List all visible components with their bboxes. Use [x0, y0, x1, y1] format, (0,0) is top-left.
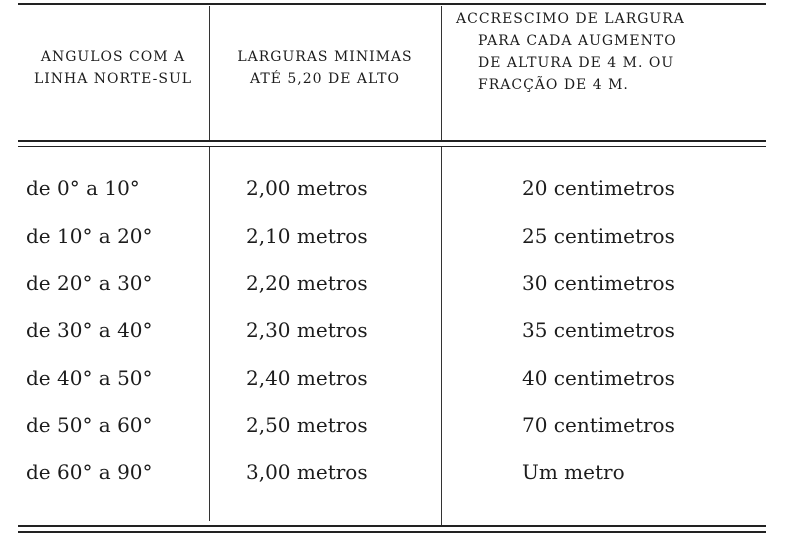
table-row [0, 176, 800, 216]
angle-cell: de 20° a 30° [26, 271, 153, 295]
header-increase-line: PARA CADA AUGMENTO [478, 33, 677, 49]
header-increase-line: ACCRESCIMO DE LARGURA [456, 11, 685, 27]
header-divider-2 [441, 6, 442, 140]
table-row [0, 366, 800, 406]
width-cell: 3,00 metros [246, 460, 368, 484]
angle-cell: de 30° a 40° [26, 318, 153, 342]
header-angles [18, 46, 208, 90]
header-angles-line: LINHA NORTE-SUL [33, 71, 193, 87]
width-cell: 2,00 metros [246, 176, 368, 200]
width-cell: 2,10 metros [246, 224, 368, 248]
header-divider-1 [209, 6, 210, 140]
table-row [0, 224, 800, 264]
angle-cell: de 10° a 20° [26, 224, 153, 248]
bottom-rule [18, 525, 766, 527]
increase-cell: 35 centimetros [522, 318, 675, 342]
width-cell: 2,30 metros [246, 318, 368, 342]
angle-cell: de 40° a 50° [26, 366, 153, 390]
increase-cell: 70 centimetros [522, 413, 675, 437]
bottom-rule-thick [18, 531, 766, 533]
header-angles-line: ANGULOS COM A [40, 49, 186, 65]
top-rule [18, 3, 766, 5]
header-rule [18, 140, 766, 142]
header-rule-thin [18, 146, 766, 147]
increase-cell: 25 centimetros [522, 224, 675, 248]
width-cell: 2,50 metros [246, 413, 368, 437]
header-min-widths [212, 46, 438, 90]
angle-cell: de 60° a 90° [26, 460, 153, 484]
increase-cell: Um metro [522, 460, 625, 484]
table-row [0, 413, 800, 453]
header-increase-line: DE ALTURA DE 4 M. OU [478, 55, 675, 71]
angle-cell: de 50° a 60° [26, 413, 153, 437]
header-width-increase [456, 8, 786, 96]
increase-cell: 30 centimetros [522, 271, 675, 295]
header-increase-line: FRACÇÃO DE 4 M. [478, 77, 629, 93]
table-row [0, 318, 800, 358]
header-min-widths-line: LARGURAS MINIMAS [237, 49, 413, 65]
header-min-widths-line: ATÉ 5,20 DE ALTO [250, 71, 400, 87]
increase-cell: 40 centimetros [522, 366, 675, 390]
increase-cell: 20 centimetros [522, 176, 675, 200]
width-cell: 2,40 metros [246, 366, 368, 390]
angle-cell: de 0° a 10° [26, 176, 140, 200]
table-row [0, 460, 800, 500]
table-row [0, 271, 800, 311]
width-cell: 2,20 metros [246, 271, 368, 295]
